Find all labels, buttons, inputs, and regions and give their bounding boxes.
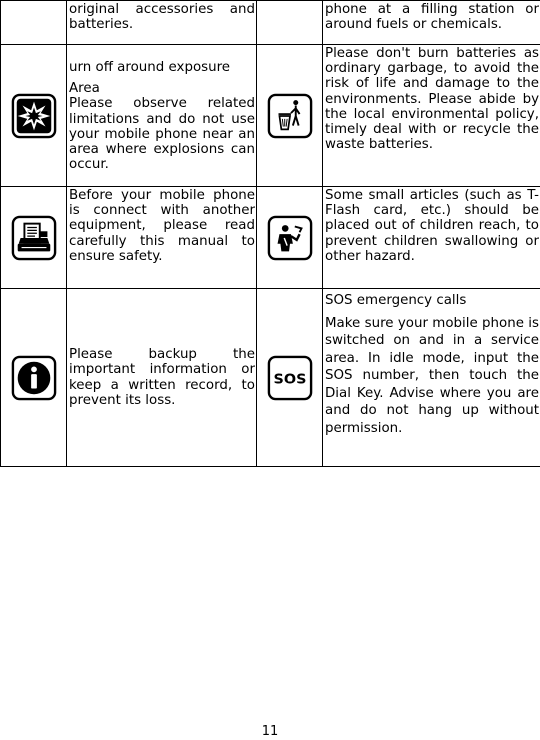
icon-cell bbox=[1, 289, 67, 467]
sos-icon bbox=[267, 355, 313, 401]
manual-icon bbox=[11, 215, 57, 261]
exposure-area-heading: urn off around exposure bbox=[69, 59, 231, 75]
icon-cell bbox=[257, 45, 323, 187]
icon-cell bbox=[1, 45, 67, 187]
icon-cell bbox=[1, 187, 67, 289]
info-icon bbox=[11, 355, 57, 401]
text-cell bbox=[323, 289, 540, 467]
icon-cell bbox=[257, 187, 323, 289]
table-row bbox=[1, 289, 540, 467]
trash-bin-icon bbox=[267, 93, 313, 139]
table-row bbox=[1, 1, 540, 45]
sos-instructions-text: Make sure your mobile phone is switched on and in a service area. In idle mode, input the SOS number, then touch the Dial Key. Advise where you are and do not hang up without permission. bbox=[325, 315, 539, 436]
filling-station-text: phone at a filling station or around fuels or chemicals. bbox=[325, 2, 539, 33]
text-cell bbox=[67, 187, 257, 289]
icon-cell bbox=[257, 289, 323, 467]
text-cell bbox=[323, 1, 540, 45]
battery-disposal-text: Please don't burn batteries as ordinary garbage, to avoid the risk of life and damage to the environments. Please abide by the local environmental policy, timely deal with or recycle the waste batteries. bbox=[325, 46, 539, 153]
text-cell bbox=[67, 289, 257, 467]
explosion-icon bbox=[11, 93, 57, 139]
text-cell bbox=[67, 1, 257, 45]
table-row bbox=[1, 187, 540, 289]
backup-text: Please backup the important information or keep a written record, to prevent its loss. bbox=[69, 347, 255, 408]
area-label: Area bbox=[69, 81, 100, 97]
icon-cell-empty bbox=[1, 1, 67, 45]
text-cell bbox=[323, 45, 540, 187]
accessories-text: original accessories and batteries. bbox=[69, 2, 255, 33]
text-cell bbox=[67, 45, 257, 187]
read-manual-text: Before your mobile phone is connect with another equipment, please read carefully this manual to ensure safety. bbox=[69, 188, 255, 264]
sos-icon-label: SOS bbox=[273, 371, 306, 388]
sos-heading: SOS emergency calls bbox=[325, 293, 467, 308]
text-cell bbox=[323, 187, 540, 289]
page-number: 11 bbox=[261, 724, 279, 739]
icon-cell-empty bbox=[257, 1, 323, 45]
child-safety-icon bbox=[267, 215, 313, 261]
explosion-warning-text: Please observe related limitations and do not use your mobile phone near an area where explosions can occur. bbox=[69, 96, 255, 173]
small-articles-text: Some small articles (such as T-Flash card, etc.) should be placed out of children reach, to prevent children swallowing or other hazard. bbox=[325, 188, 539, 264]
table-row bbox=[1, 45, 540, 187]
